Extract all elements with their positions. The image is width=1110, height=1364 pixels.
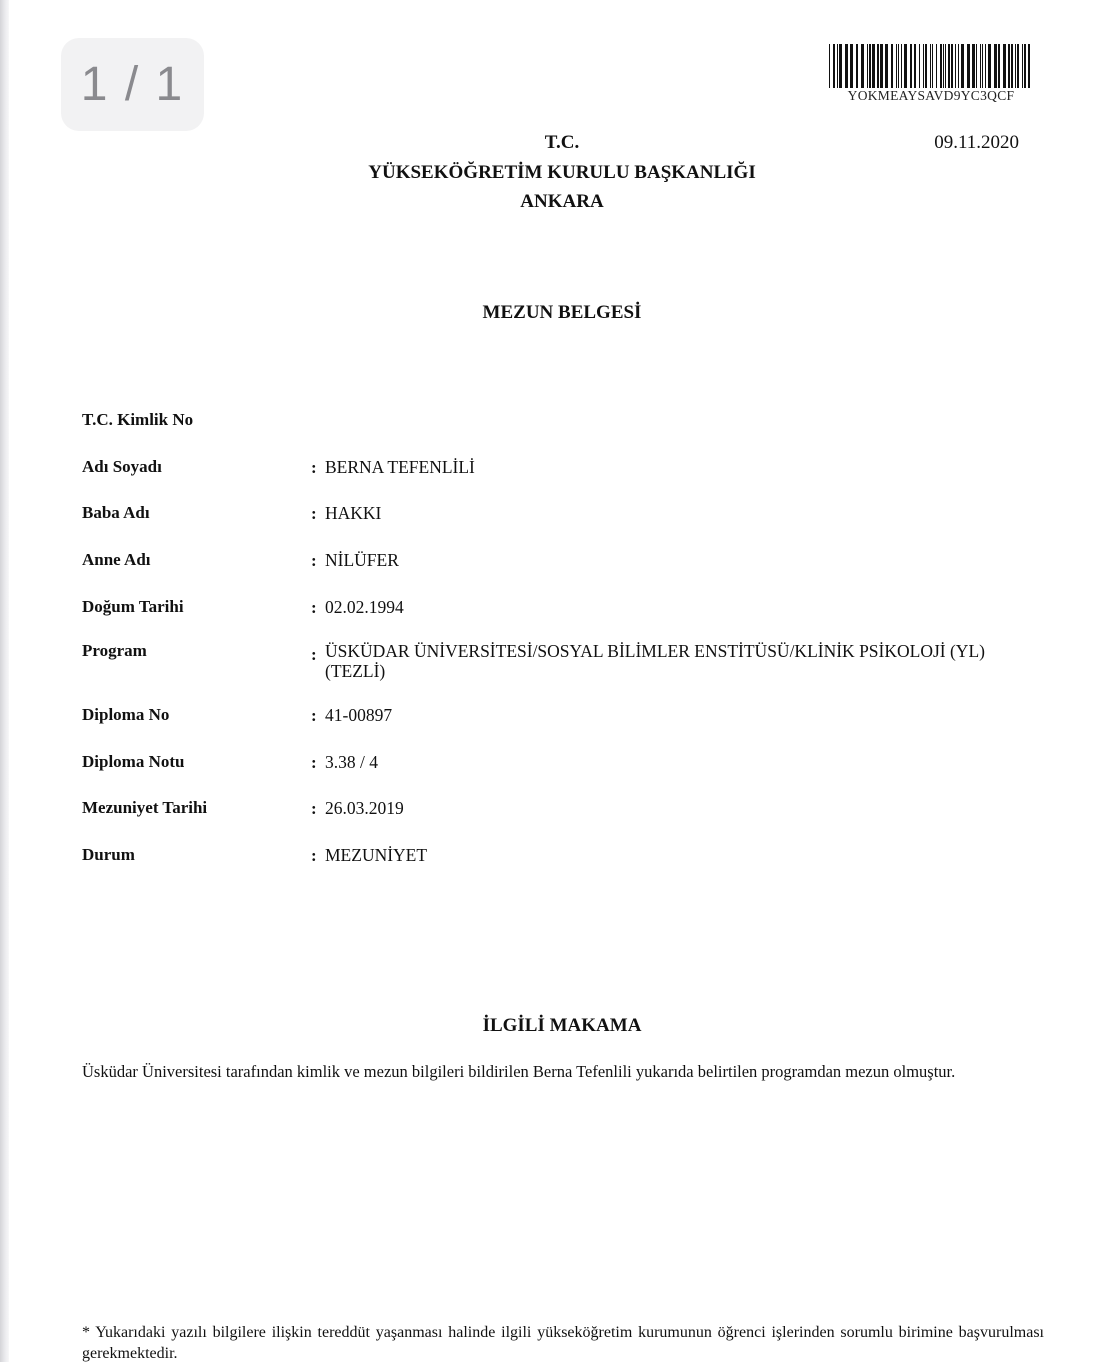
field-label: Durum [82,845,135,864]
field-value: 41-00897 [325,705,393,725]
barcode-code: YOKMEAYSAVD9YC3QCF [847,88,1015,103]
field-value: NİLÜFER [325,550,399,570]
field-label: Diploma No [82,705,170,724]
document-header [262,128,862,217]
field-label: Anne Adı [82,550,151,569]
field-value: BERNA TEFENLİLİ [325,457,475,477]
field-label: T.C. Kimlik No [82,410,194,429]
field-value: ÜSKÜDAR ÜNİVERSİTESİ/SOSYAL BİLİMLER ENSTİTÜSÜ/KLİNİK PSİKOLOJİ (YL) (TEZLİ) [325,641,985,681]
field-colon: : [311,799,317,818]
field-colon: : [311,753,317,772]
field-colon: : [311,598,317,617]
field-value: MEZUNİYET [325,845,428,865]
field-colon: : [311,551,317,570]
field-label: Program [82,641,147,660]
section-title: İLGİLİ MAKAMA [482,1015,642,1036]
page-indicator-text: 1 / 1 [80,58,185,111]
field-colon: : [311,504,317,523]
field-colon: : [311,458,317,477]
field-label: Diploma Notu [82,752,185,771]
header-line-city: ANKARA [520,191,604,212]
barcode-image [828,44,1034,88]
page-left-edge [0,0,9,1362]
field-value: 26.03.2019 [325,798,404,818]
field-colon: : [311,706,317,725]
document-date: 09.11.2020 [934,132,1019,153]
field-label: Mezuniyet Tarihi [82,798,208,817]
field-label: Baba Adı [82,503,150,522]
footer-note: * Yukarıdaki yazılı bilgilere ilişkin tereddüt yaşanması halinde ilgili yükseköğretim kurumunun öğrenci işlerinden sorumlu birimine başvurulması gerekmektedir. [82,1324,1044,1362]
page-indicator [61,38,204,131]
header-line-institution: YÜKSEKÖĞRETİM KURULU BAŞKANLIĞI [368,161,756,183]
barcode [828,44,1034,104]
field-value: 02.02.1994 [325,597,404,617]
field-colon: : [311,645,317,664]
field-label: Adı Soyadı [82,457,162,476]
field-colon: : [311,846,317,865]
document-title: MEZUN BELGESİ [482,302,642,323]
field-value: 3.38 / 4 [325,752,378,772]
field-label: Doğum Tarihi [82,597,184,616]
body-text: Üsküdar Üniversitesi tarafından kimlik ve mezun bilgileri bildirilen Berna Tefenlili yukarıda belirtilen programdan mezun olmuştur. [82,1062,956,1081]
field-value: HAKKI [325,503,382,523]
header-line-tc: T.C. [544,132,580,153]
